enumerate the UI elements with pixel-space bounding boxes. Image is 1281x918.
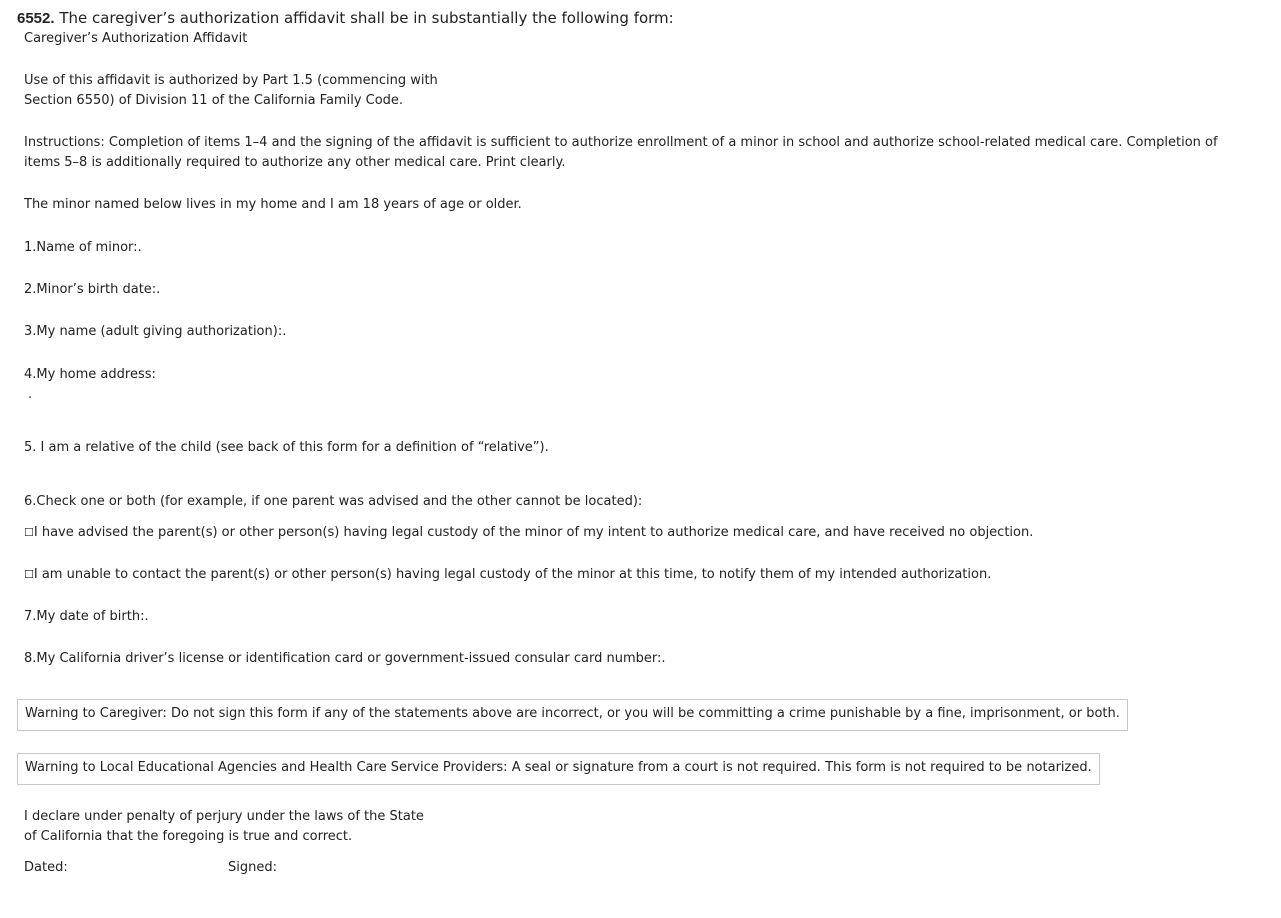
declaration-line-1: I declare under penalty of perjury under the laws of the State: [24, 809, 424, 824]
option-unable-to-contact-label: I am unable to contact the parent(s) or other person(s) having legal custody of the minor at this time, to notify them of my intended authorization.: [33, 567, 992, 582]
form-title: Caregiver’s Authorization Affidavit: [24, 31, 248, 46]
item-3-my-name: 3.My name (adult giving authorization):.: [24, 324, 287, 339]
checkbox-icon[interactable]: ☐: [24, 568, 34, 581]
item-8-license-number: 8.My California driver’s license or identification card or government-issued consular card number:.: [24, 651, 666, 666]
option-unable-to-contact[interactable]: [24, 565, 991, 585]
warning-caregiver-box: [17, 699, 1128, 731]
authority-line-2: Section 6550) of Division 11 of the California Family Code.: [24, 93, 404, 108]
item-7-my-birth-date: 7.My date of birth:.: [24, 609, 149, 624]
item-6-check-instruction: 6.Check one or both (for example, if one parent was advised and the other cannot be located):: [24, 494, 643, 509]
item-4-home-address: 4.My home address:: [24, 367, 156, 382]
section-heading: [17, 8, 674, 29]
declaration-line-2: of California that the foregoing is true and correct.: [24, 829, 353, 844]
item-1-name-of-minor: 1.Name of minor:.: [24, 240, 142, 255]
dated-label: Dated:: [24, 860, 68, 875]
warning-caregiver-text: Warning to Caregiver: Do not sign this form if any of the statements above are incorrect, or you will be committing a crime punishable by a fine, imprisonment, or both.: [25, 706, 1120, 721]
option-advised-parent[interactable]: [24, 523, 1033, 543]
instructions-text: Instructions: Completion of items 1–4 and the signing of the affidavit is sufficient to authorize enrollment of a minor in school and authorize school-related medical care. Completion of items 5–8 is additionally required to authorize any other medical care. Print clearly.: [24, 135, 1218, 170]
warning-agencies-text: Warning to Local Educational Agencies and Health Care Service Providers: A seal or signature from a court is not required. This form is not required to be notarized.: [25, 760, 1092, 775]
checkbox-icon[interactable]: ☐: [24, 526, 34, 539]
item-5-relative-statement: 5. I am a relative of the child (see back of this form for a definition of “relative”).: [24, 440, 549, 455]
section-number: 6552.: [17, 10, 55, 27]
item-2-minor-birth-date: 2.Minor’s birth date:.: [24, 282, 161, 297]
signed-label: Signed:: [228, 860, 277, 875]
authority-line-1: Use of this affidavit is authorized by Part 1.5 (commencing with: [24, 73, 438, 88]
option-advised-parent-label: I have advised the parent(s) or other person(s) having legal custody of the minor of my intent to authorize medical care, and have received no objection.: [33, 525, 1034, 540]
item-4-address-value: .: [28, 387, 33, 402]
section-heading-text: The caregiver’s authorization affidavit shall be in substantially the following form:: [59, 9, 674, 27]
intro-text: The minor named below lives in my home and I am 18 years of age or older.: [24, 197, 522, 212]
warning-agencies-box: [17, 753, 1100, 785]
